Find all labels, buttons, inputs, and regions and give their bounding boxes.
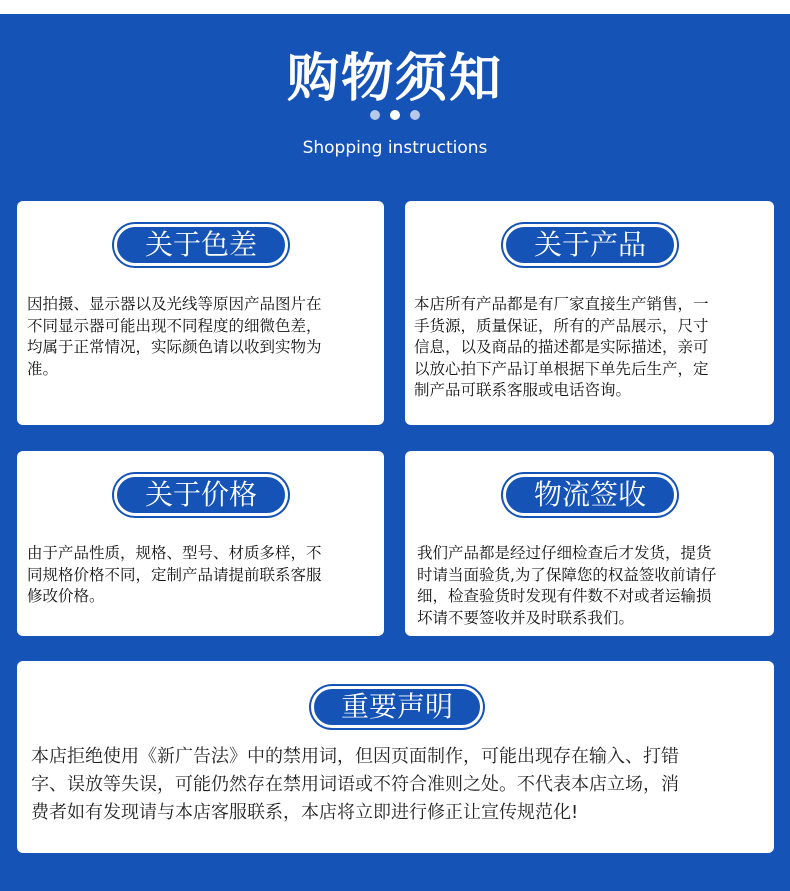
card-body-text: 我们产品都是经过仔细检查后才发货，提货 时请当面验货,为了保障您的权益签收前请仔 细，检查验货时发现有件数不对或者运输损 坏请不要签收并及时联系我们。 (417, 544, 717, 627)
card-body-text: 本店所有产品都是有厂家直接生产销售，一 手货源，质量保证，所有的产品展示，尺寸 信息，以及商品的描述都是实际描述，亲可 以放心拍下产品订单根据下单先后生产，定 制产品可联系客服或电话咨询。 (414, 295, 709, 399)
card-about-price (17, 451, 384, 636)
card-color-difference (17, 201, 384, 425)
dot-indicator-active (390, 110, 400, 120)
card-title-pill: 关于色差 (114, 224, 288, 266)
card-body-text: 因拍摄、显示器以及光线等原因产品图片在 不同显示器可能出现不同程度的细微色差， 均属于正常情况，实际颜色请以收到实物为 准。 (27, 295, 322, 378)
pagination-dots (0, 108, 790, 122)
card-title-pill: 关于价格 (114, 474, 288, 516)
card-title-pill: 物流签收 (503, 474, 677, 516)
card-title-pill: 关于产品 (503, 224, 677, 266)
important-notice-card (17, 661, 774, 853)
notice-body-text: 本店拒绝使用《新广告法》中的禁用词，但因页面制作，可能出现存在输入、打错 字、误放等失误，可能仍然存在禁用词语或不符合准则之处。不代表本店立场，消 费者如有发现请与本店客服联系，本店将立即进行修正让宣传规范化! (31, 746, 679, 823)
dot-indicator (370, 110, 380, 120)
card-logistics-signing (405, 451, 774, 636)
notice-title-pill: 重要声明 (311, 686, 483, 728)
card-about-product (405, 201, 774, 425)
page-subtitle: Shopping instructions (302, 138, 488, 158)
card-body-text: 由于产品性质，规格、型号、材质多样，不 同规格价格不同，定制产品请提前联系客服 修改价格。 (27, 544, 322, 605)
page-title: 购物须知 (286, 49, 503, 109)
dot-indicator (410, 110, 420, 120)
